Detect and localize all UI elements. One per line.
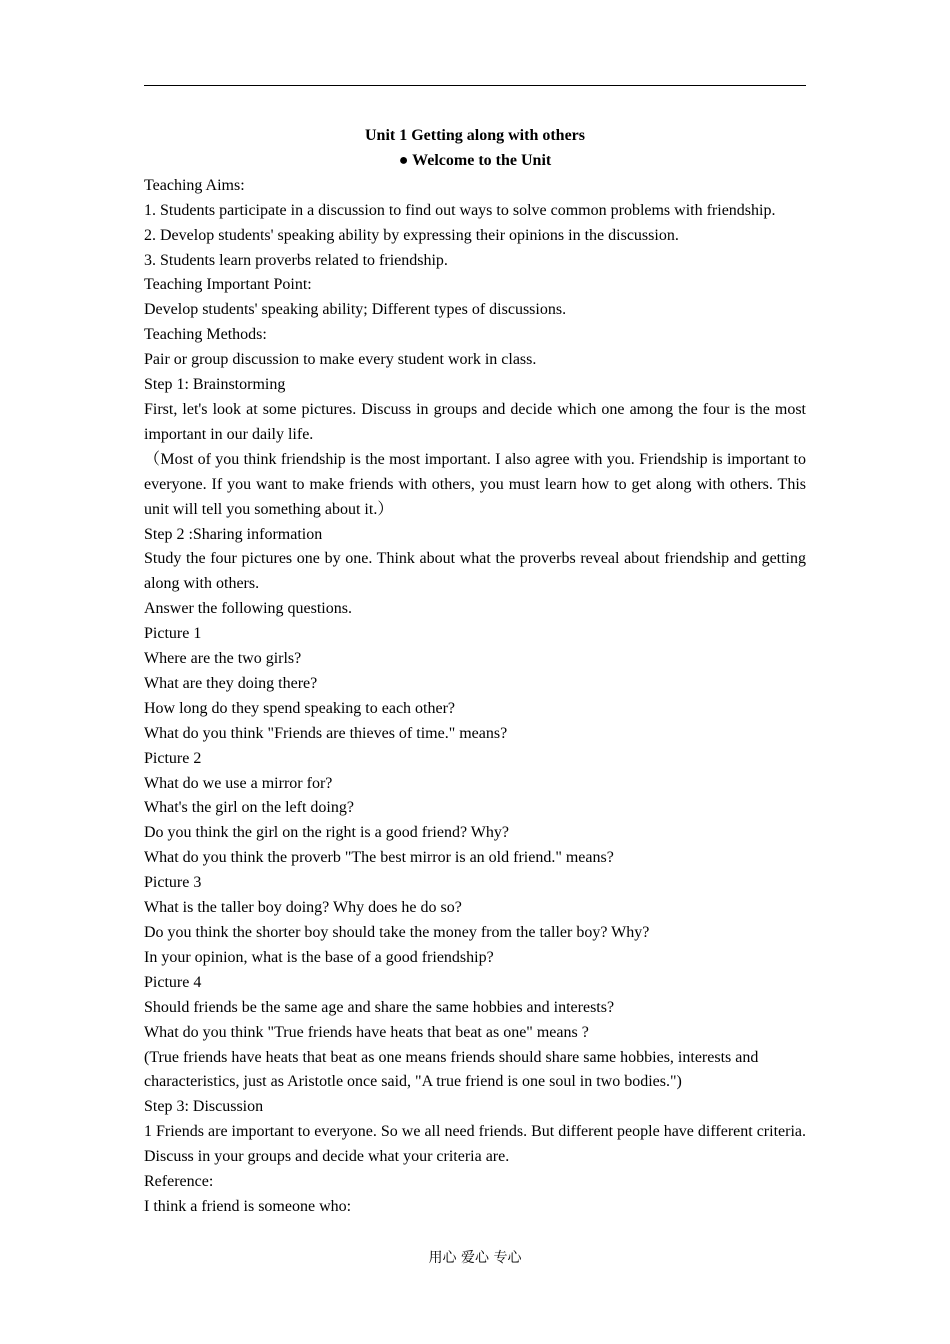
step-3-heading: Step 3: Discussion — [144, 1098, 264, 1116]
page-footer: 用心 爱心 专心 — [428, 1250, 522, 1266]
document-body — [144, 124, 806, 1220]
important-point-text: Develop students' speaking ability; Different types of discussions. — [144, 301, 567, 319]
question-line: In your opinion, what is the base of a good friendship? — [144, 948, 494, 966]
question-line: Should friends be the same age and share the same hobbies and interests? — [144, 998, 615, 1016]
aim-1: 1. Students participate in a discussion to find out ways to solve common problems with friendship. — [144, 201, 776, 219]
question-line: What's the girl on the left doing? — [144, 799, 354, 817]
question-line: Do you think the girl on the right is a good friend? Why? — [144, 824, 509, 842]
question-line: What do you think "Friends are thieves of time." means? — [144, 724, 508, 742]
picture-2-heading: Picture 2 — [144, 749, 202, 767]
methods-text: Pair or group discussion to make every student work in class. — [144, 351, 537, 369]
step-1-paragraph: First, let's look at some pictures. Discuss in groups and decide which one among the four is the most important in our daily life. — [144, 400, 806, 443]
step-3-paragraph: 1 Friends are important to everyone. So we all need friends. But different people have different criteria. Discuss in your groups and decide what your criteria are. — [144, 1123, 806, 1166]
step-1-heading: Step 1: Brainstorming — [144, 376, 286, 394]
picture-4-heading: Picture 4 — [144, 973, 202, 991]
header-rule — [144, 85, 806, 86]
question-line: Do you think the shorter boy should take the money from the taller boy? Why? — [144, 924, 650, 941]
section-heading: ● Welcome to the Unit — [398, 151, 552, 169]
step-2-heading: Step 2 :Sharing information — [144, 525, 323, 543]
explanation-note: (True friends have heats that beat as one means friends should share same hobbies, interests and characteristics, just as Aristotle once said, "A true friend is one soul in two bodies.") — [144, 1048, 759, 1091]
question-line: What do you think "True friends have heats that beat as one" means ? — [144, 1023, 589, 1041]
important-point-heading: Teaching Important Point: — [144, 276, 312, 294]
question-line: What do you think the proverb "The best mirror is an old friend." means? — [144, 849, 614, 867]
step-2-paragraph: Study the four pictures one by one. Think about what the proverbs reveal about friendship and getting along with others. — [144, 550, 806, 593]
aim-3: 3. Students learn proverbs related to friendship. — [144, 251, 448, 269]
aim-2: 2. Develop students' speaking ability by expressing their opinions in the discussion. — [144, 226, 679, 244]
question-line: What are they doing there? — [144, 674, 318, 692]
reference-heading: Reference: — [144, 1173, 214, 1191]
question-line: How long do they spend speaking to each other? — [144, 699, 456, 717]
picture-1-heading: Picture 1 — [144, 625, 202, 643]
question-line: Where are the two girls? — [144, 650, 302, 668]
reference-text: I think a friend is someone who: — [144, 1197, 352, 1215]
document-title: Unit 1 Getting along with others — [365, 127, 585, 144]
question-line: What is the taller boy doing? Why does he do so? — [144, 899, 462, 917]
picture-3-heading: Picture 3 — [144, 874, 202, 892]
aims-heading: Teaching Aims: — [144, 176, 245, 194]
step-1-note: （Most of you think friendship is the most important. I also agree with you. Friendship is important to everyone. If you want to make friends with others, you must learn how to get along with others. This unit will tell you something about it.） — [144, 450, 806, 518]
methods-heading: Teaching Methods: — [144, 326, 267, 344]
questions-instruction: Answer the following questions. — [144, 600, 352, 618]
question-line: What do we use a mirror for? — [144, 774, 333, 792]
